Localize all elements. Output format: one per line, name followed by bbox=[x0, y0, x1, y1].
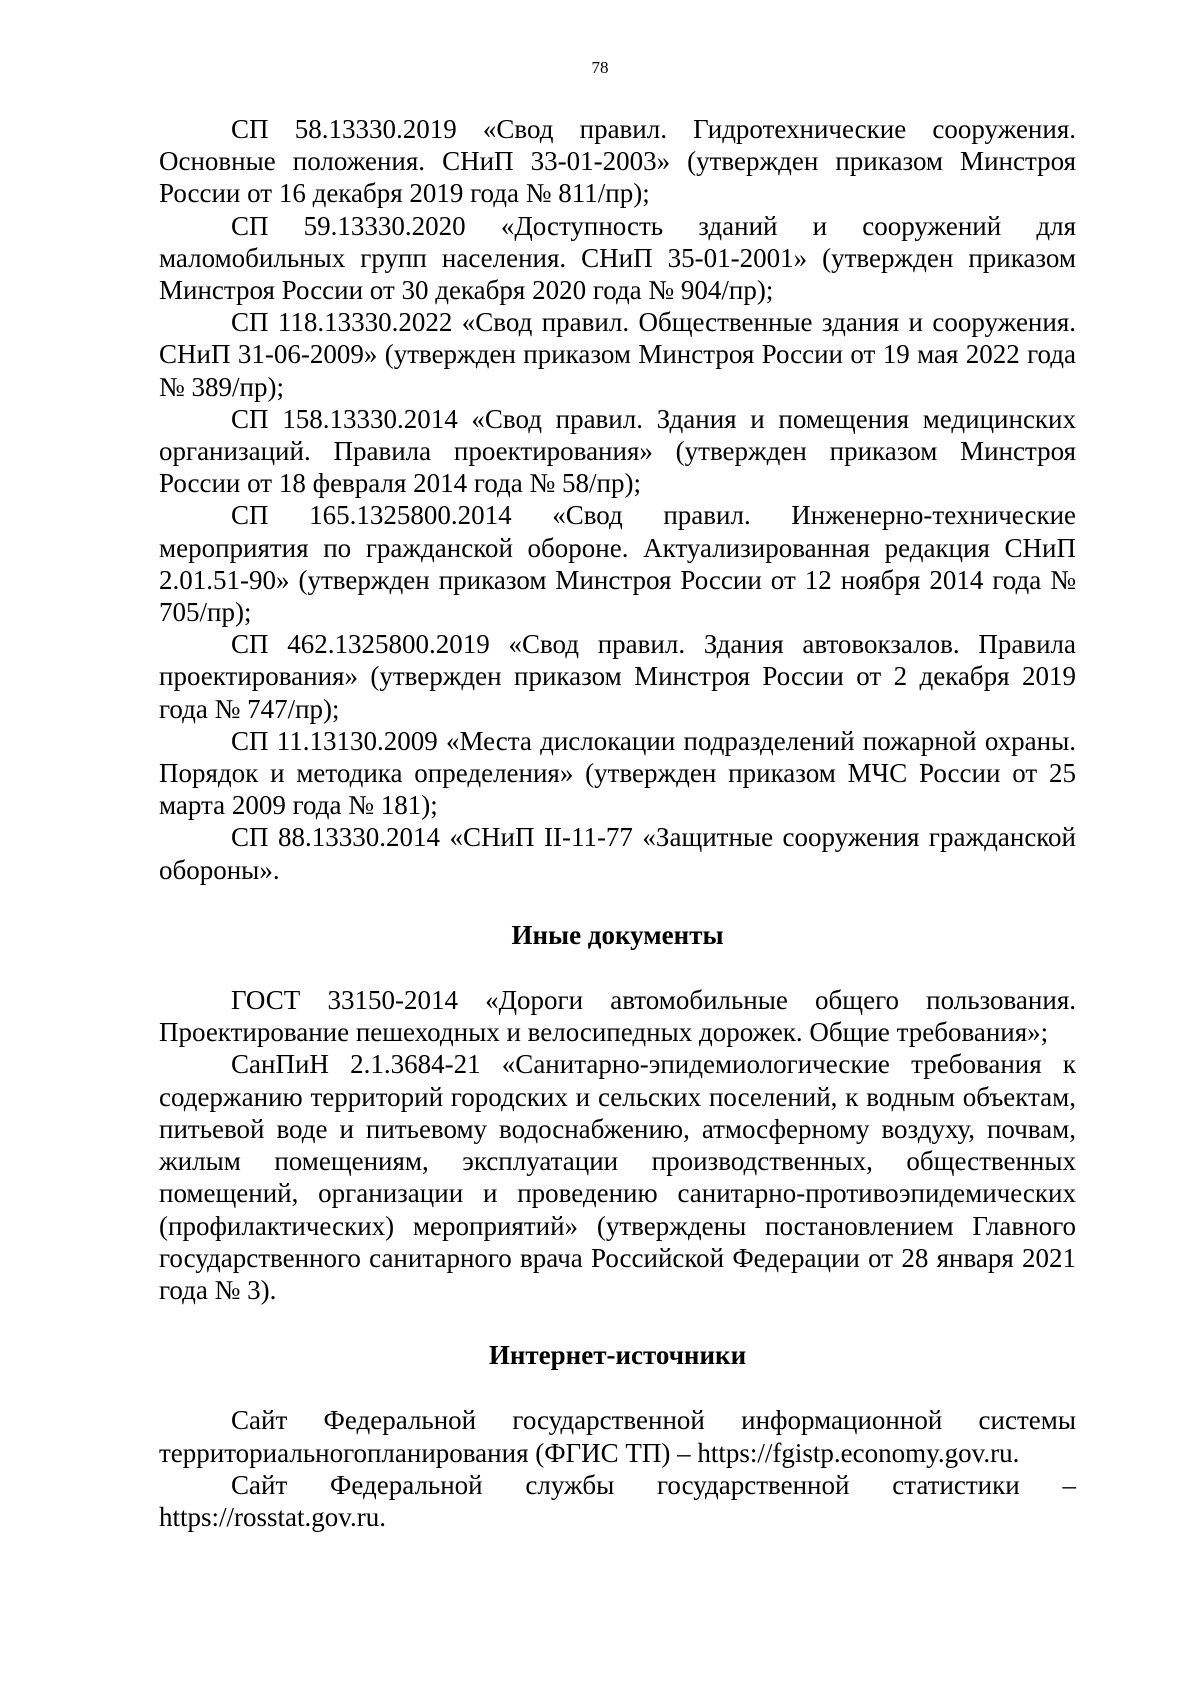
page-content bbox=[159, 113, 1076, 1533]
paragraph-sp-11: СП 11.13130.2009 «Места дислокации подразделений пожарной охраны. Порядок и методика определения» (утвержден приказом МЧС России от 25 марта 2009 года № 181); bbox=[159, 725, 1076, 821]
paragraph-sp-58: СП 58.13330.2019 «Свод правил. Гидротехнические сооружения. Основные положения. СНиП 33-01-2003» (утвержден приказом Минстроя России от 16 декабря 2019 года № 811/пр); bbox=[159, 114, 1076, 209]
paragraph-sp-165: СП 165.1325800.2014 «Свод правил. Инженерно-технические мероприятия по гражданской обороне. Актуализированная редакция СНиП 2.01.51-90» (утвержден приказом Минстроя России от 12 ноября 2014 года № 705/пр); bbox=[159, 500, 1076, 628]
paragraph-sp-59: СП 59.13330.2020 «Доступность зданий и сооружений для маломобильных групп населения. СНиП 35-01-2001» (утвержден приказом Минстроя России от 30 декабря 2020 года № 904/пр); bbox=[159, 210, 1076, 306]
page-number: 78 bbox=[591, 58, 609, 77]
paragraph-gost-33150: ГОСТ 33150-2014 «Дороги автомобильные общего пользования. Проектирование пешеходных и велосипедных дорожек. Общие требования»; bbox=[159, 985, 1076, 1048]
internet-sources-list bbox=[159, 1404, 1076, 1533]
paragraph-fgis-tp: Сайт Федеральной государственной информационной системы территориальногопланирования (ФГИС ТП) – https://fgistp.economy.gov.ru. bbox=[159, 1405, 1076, 1468]
section-heading-other-documents: Иные документы bbox=[511, 919, 724, 950]
section-heading-internet-sources: Интернет-источники bbox=[488, 1340, 747, 1371]
paragraph-sp-118: СП 118.13330.2022 «Свод правил. Общественные здания и сооружения. СНиП 31-06-2009» (утвержден приказом Минстроя России от 19 мая 2022 года № 389/пр); bbox=[159, 307, 1076, 402]
paragraph-sp-462: СП 462.1325800.2019 «Свод правил. Здания автовокзалов. Правила проектирования» (утвержден приказом Минстроя России от 2 декабря 2019 года № 747/пр); bbox=[159, 629, 1076, 724]
paragraph-sp-88: СП 88.13330.2014 «СНиП II-11-77 «Защитные сооружения гражданской обороны». bbox=[159, 822, 1076, 885]
paragraph-sanpin: СанПиН 2.1.3684-21 «Санитарно-эпидемиологические требования к содержанию территорий городских и сельских поселений, к водным объектам, питьевой воде и питьевому водоснабжению, атмосферному воздуху, почвам, жилым помещениям, эксплуатации производственных, общественных помещений, организации и проведению санитарно-противоэпидемических (профилактических) мероприятий» (утверждены постановлением Главного государственного санитарного врача Российской Федерации от 28 января 2021 года № 3). bbox=[159, 1049, 1076, 1305]
other-documents-list bbox=[159, 984, 1076, 1306]
paragraph-rosstat: Сайт Федеральной службы государственной статистики – https://rosstat.gov.ru. bbox=[159, 1469, 1076, 1532]
standards-list bbox=[159, 113, 1076, 886]
paragraph-sp-158: СП 158.13330.2014 «Свод правил. Здания и помещения медицинских организаций. Правила проектирования» (утвержден приказом Минстроя России от 18 февраля 2014 года № 58/пр); bbox=[159, 403, 1076, 499]
